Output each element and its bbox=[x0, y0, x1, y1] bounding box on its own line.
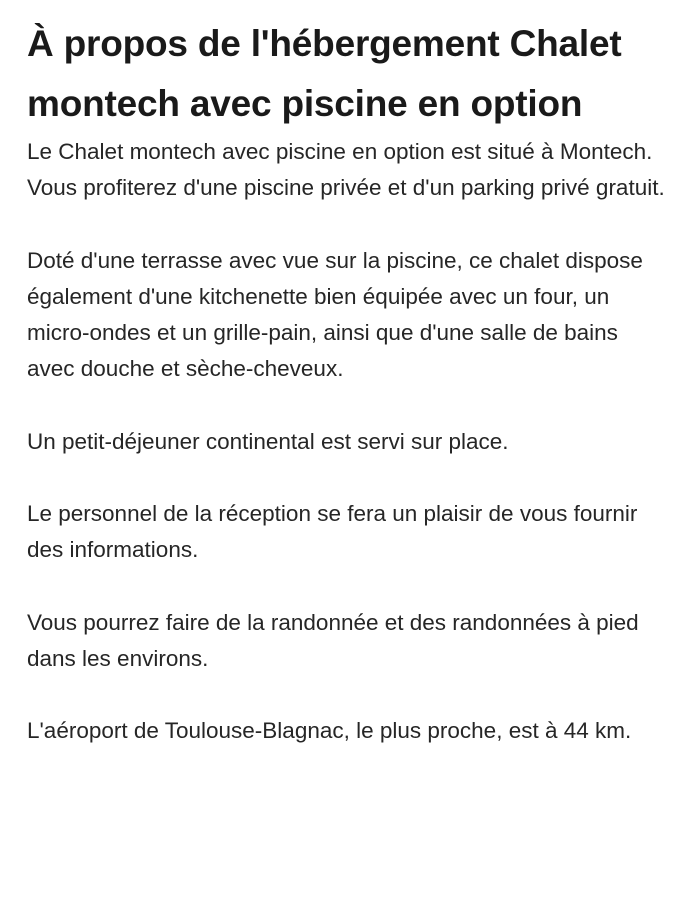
property-description-section bbox=[27, 14, 667, 750]
description-paragraph-airport: L'aéroport de Toulouse-Blagnac, le plus proche, est à 44 km. bbox=[27, 718, 632, 744]
description-paragraph-activities: Vous pourrez faire de la randonnée et des randonnées à pied dans les environs. bbox=[27, 609, 639, 671]
description-paragraph-location: Le Chalet montech avec piscine en option est situé à Montech. Vous profiterez d'une piscine privée et d'un parking privé gratuit. bbox=[27, 139, 665, 201]
description-paragraph-breakfast: Un petit-déjeuner continental est servi sur place. bbox=[27, 428, 509, 454]
page-title: À propos de l'hébergement Chalet montech avec piscine en option bbox=[27, 23, 622, 124]
description-body bbox=[27, 134, 667, 750]
description-paragraph-amenities: Doté d'une terrasse avec vue sur la piscine, ce chalet dispose également d'une kitchenette bien équipée avec un four, un micro-ondes et un grille-pain, ainsi que d'une salle de bains avec douche et sèche-cheveux. bbox=[27, 247, 643, 382]
description-paragraph-reception: Le personnel de la réception se fera un plaisir de vous fournir des informations. bbox=[27, 501, 638, 563]
